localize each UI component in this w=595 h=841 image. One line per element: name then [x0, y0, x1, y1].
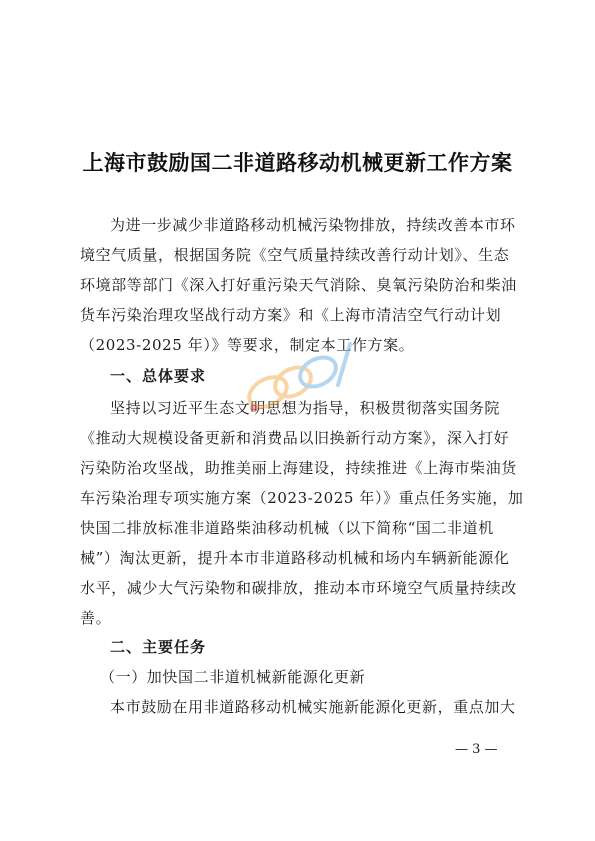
section1-line-5: 快国二排放标准非道路柴油移动机械（以下简称“国二非道机 — [80, 519, 494, 537]
section1-line-7: 水平，减少大气污染物和碳排放，推动本市环境空气质量持续改 — [80, 579, 517, 597]
section1-line-8: 善。 — [80, 609, 112, 627]
section1-line-4: 车污染治理专项实施方案（2023-2025 年）》重点任务实施，加 — [80, 489, 524, 507]
section-heading-main-tasks: 二、主要任务 — [110, 638, 207, 656]
section2-line-1: 本市鼓励在用非道路移动机械实施新能源化更新，重点加大 — [110, 698, 516, 716]
section1-line-1: 坚持以习近平生态文明思想为指导，积极贯彻落实国务院 — [110, 399, 501, 417]
section1-line-3: 污染防治攻坚战，助推美丽上海建设，持续推进《上海市柴油货 — [80, 459, 517, 477]
document-title: 上海市鼓励国二非道路移动机械更新工作方案 — [82, 150, 513, 175]
section1-line-6: 械”）淘汰更新，提升本市非道路移动机械和场内车辆新能源化 — [80, 549, 510, 567]
intro-line-4: 货车污染治理攻坚战行动方案》和《上海市清洁空气行动计划 — [80, 306, 502, 324]
subsection-heading-1: （一）加快国二非道机械新能源化更新 — [100, 668, 366, 686]
section-heading-overall-requirements: 一、总体要求 — [110, 367, 207, 385]
page-number: — 3 — — [455, 742, 498, 757]
intro-line-5: （2023-2025 年）》等要求，制定本工作方案。 — [80, 336, 415, 354]
intro-line-2: 境空气质量，根据国务院《空气质量持续改善行动计划》、生态 — [80, 246, 510, 264]
intro-line-1: 为进一步减少非道路移动机械污染物排放，持续改善本市环 — [110, 216, 516, 234]
section1-line-2: 《推动大规模设备更新和消费品以旧换新行动方案》，深入打好 — [80, 429, 510, 447]
intro-line-3: 环境部等部门《深入打好重污染天气消除、臭氧污染防治和柴油 — [80, 276, 517, 294]
